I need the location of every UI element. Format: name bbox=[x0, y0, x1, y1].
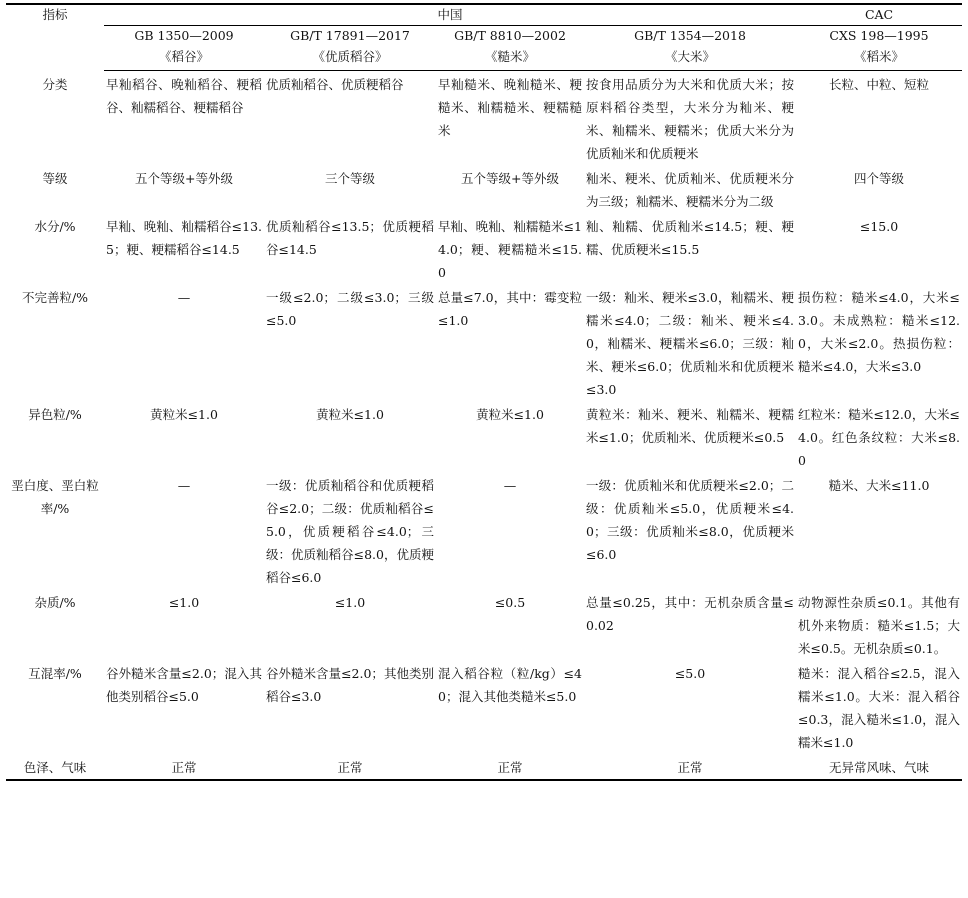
cell: 长粒、中粒、短粒 bbox=[829, 77, 930, 92]
cell: 正常 bbox=[436, 754, 584, 780]
cell: 总量≤0.25，其中：无机杂质含量≤0.02 bbox=[586, 595, 795, 633]
cell: 五个等级+等外级 bbox=[461, 171, 559, 186]
cell: 红粒米：糙米≤12.0，大米≤4.0。红色条纹粒：大米≤8.0 bbox=[798, 407, 961, 468]
row-label: 分类 bbox=[42, 76, 68, 92]
header-name-5: 《稻米》 bbox=[796, 46, 962, 71]
header-row-1 bbox=[6, 4, 962, 26]
row-moisture bbox=[6, 213, 962, 284]
row-label: 不完善粒/% bbox=[21, 290, 89, 305]
cell: 谷外糙米含量≤2.0；混入其他类别稻谷≤5.0 bbox=[106, 666, 262, 704]
cell: 籼、籼糯、优质籼米≤14.5；粳、粳糯、优质粳米≤15.5 bbox=[586, 219, 795, 257]
cell: 早籼稻谷、晚籼稻谷、粳稻谷、籼糯稻谷、粳糯稻谷 bbox=[106, 77, 262, 115]
cell: 谷外糙米含量≤2.0；其他类别稻谷≤3.0 bbox=[266, 666, 434, 704]
cell: 混入稻谷粒（粒/kg）≤40；混入其他类糙米≤5.0 bbox=[438, 666, 582, 704]
cell: 一级：籼米、粳米≤3.0，籼糯米、粳糯米≤4.0；二级：籼米、粳米≤4.0，籼糯米、粳糯米≤6.0；三级：籼米、粳米≤6.0；优质籼米和优质粳米≤3.0 bbox=[586, 290, 795, 397]
cell: 一级：优质籼稻谷和优质粳稻谷≤2.0；二级：优质籼稻谷≤5.0，优质粳稻谷≤4.0；三级：优质籼稻谷≤8.0，优质粳稻谷≤6.0 bbox=[266, 478, 434, 585]
row-label: 杂质/% bbox=[34, 595, 76, 610]
header-code-2: GB/T 17891—2017 bbox=[290, 28, 410, 43]
cell: 正常 bbox=[264, 754, 436, 780]
cell: ≤5.0 bbox=[674, 666, 706, 681]
row-label: 水分/% bbox=[34, 219, 76, 234]
cell: 糙米：混入稻谷≤2.5，混入糯米≤1.0。大米：混入稻谷≤0.3，混入糙米≤1.0，混入糯米≤1.0 bbox=[798, 666, 961, 750]
row-grade bbox=[6, 165, 962, 213]
header-code-4: GB/T 1354—2018 bbox=[634, 28, 746, 43]
cell: ≤1.0 bbox=[168, 595, 200, 610]
cell: 损伤粒：糙米≤4.0，大米≤3.0。未成熟粒：糙米≤12.0，大米≤2.0。热损伤粒：糙米≤4.0，大米≤3.0 bbox=[798, 290, 961, 374]
cell: 黄粒米≤1.0 bbox=[316, 407, 384, 422]
row-chalkiness bbox=[6, 472, 962, 589]
header-name-4: 《大米》 bbox=[584, 46, 796, 71]
cell: 按食用品质分为大米和优质大米；按原料稻谷类型，大米分为籼米、粳米、籼糯米、粳糯米；优质大米分为优质籼米和优质粳米 bbox=[586, 77, 795, 161]
cell: ≤0.5 bbox=[494, 595, 526, 610]
cell: 籼米、粳米、优质籼米、优质粳米分为三级；籼糯米、粳糯米分为二级 bbox=[586, 171, 795, 209]
row-color-odor bbox=[6, 754, 962, 780]
row-mixing-rate bbox=[6, 660, 962, 754]
cell: ≤1.0 bbox=[334, 595, 366, 610]
row-discolored-kernels bbox=[6, 401, 962, 472]
cell: 三个等级 bbox=[324, 171, 375, 186]
row-label: 互混率/% bbox=[28, 666, 82, 681]
header-name-2: 《优质稻谷》 bbox=[264, 46, 436, 71]
rice-standards-table bbox=[6, 3, 962, 781]
header-row-3 bbox=[6, 46, 962, 71]
cell: 一级：优质籼米和优质粳米≤2.0；二级：优质籼米≤5.0，优质粳米≤4.0；三级：优质籼米≤8.0，优质粳米≤6.0 bbox=[586, 478, 795, 562]
cell: 黄粒米≤1.0 bbox=[150, 407, 218, 422]
header-name-3: 《糙米》 bbox=[436, 46, 584, 71]
cell: — bbox=[177, 478, 191, 493]
cell: 早籼、晚籼、籼糯糙米≤14.0；粳、粳糯糙米≤15.0 bbox=[438, 219, 582, 280]
cell: 无异常风味、气味 bbox=[796, 754, 962, 780]
cell: 总量≤7.0，其中：霉变粒≤1.0 bbox=[438, 290, 582, 328]
header-name-1: 《稻谷》 bbox=[104, 46, 264, 71]
cell: 五个等级+等外级 bbox=[135, 171, 233, 186]
header-cac: CAC bbox=[796, 4, 962, 26]
row-label: 垩白度、垩白粒率/% bbox=[11, 478, 99, 516]
cell: — bbox=[177, 290, 191, 305]
row-imperfect-kernels bbox=[6, 284, 962, 401]
cell: ≤15.0 bbox=[859, 219, 899, 234]
row-impurities bbox=[6, 589, 962, 660]
cell: 黄粒米≤1.0 bbox=[476, 407, 544, 422]
cell: 动物源性杂质≤0.1。其他有机外来物质：糙米≤1.5；大米≤0.5。无机杂质≤0.1。 bbox=[798, 595, 961, 656]
cell: 早籼、晚籼、籼糯稻谷≤13.5；粳、粳糯稻谷≤14.5 bbox=[106, 219, 262, 257]
row-label: 异色粒/% bbox=[28, 407, 82, 422]
cell: 一级≤2.0；二级≤3.0；三级≤5.0 bbox=[266, 290, 434, 328]
cell: 糙米、大米≤11.0 bbox=[828, 478, 930, 493]
header-code-3: GB/T 8810—2002 bbox=[454, 28, 566, 43]
cell: 四个等级 bbox=[854, 171, 905, 186]
header-code-1: GB 1350—2009 bbox=[134, 28, 234, 43]
cell: 早籼糙米、晚籼糙米、粳糙米、籼糯糙米、粳糯糙米 bbox=[438, 77, 582, 138]
header-china: 中国 bbox=[104, 4, 796, 26]
cell: — bbox=[503, 478, 517, 493]
row-label: 等级 bbox=[42, 171, 68, 186]
cell: 正常 bbox=[584, 754, 796, 780]
header-code-5: CXS 198—1995 bbox=[829, 28, 929, 43]
cell: 优质籼稻谷、优质粳稻谷 bbox=[266, 77, 404, 92]
header-indicator: 指标 bbox=[6, 4, 104, 71]
cell: 黄粒米：籼米、粳米、籼糯米、粳糯米≤1.0；优质籼米、优质粳米≤0.5 bbox=[586, 407, 795, 445]
cell: 正常 bbox=[104, 754, 264, 780]
cell: 优质籼稻谷≤13.5；优质粳稻谷≤14.5 bbox=[266, 219, 434, 257]
header-row-2 bbox=[6, 26, 962, 47]
row-classification bbox=[6, 71, 962, 166]
row-label: 色泽、气味 bbox=[6, 754, 104, 780]
